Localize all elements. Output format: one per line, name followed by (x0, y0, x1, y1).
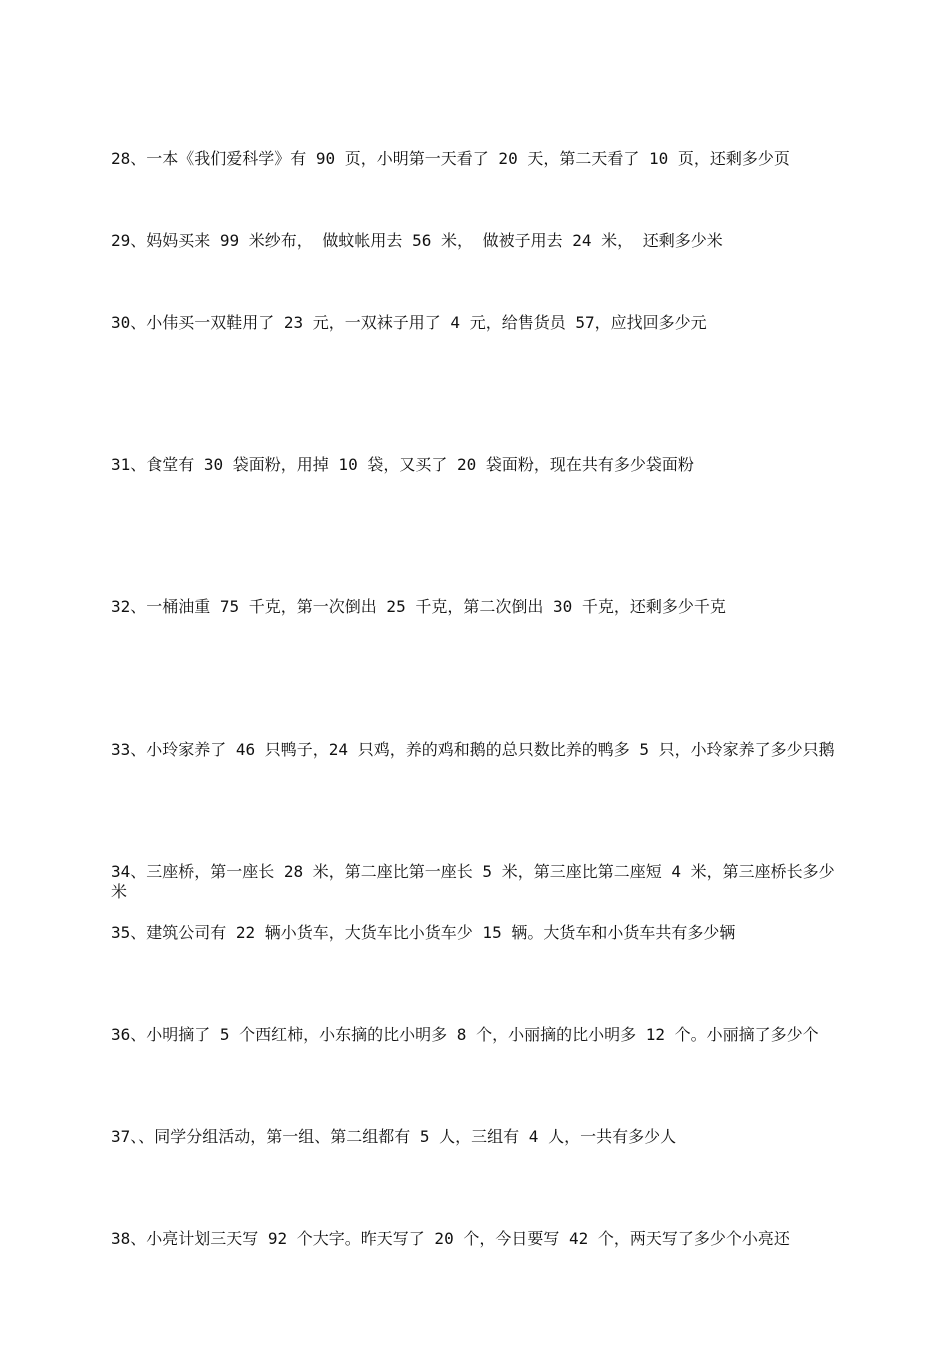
problem-32: 32、一桶油重 75 千克，第一次倒出 25 千克，第二次倒出 30 千克，还剩多少千克 (111, 597, 726, 616)
problem-35: 35、建筑公司有 22 辆小货车，大货车比小货车少 15 辆。大货车和小货车共有多少辆 (111, 923, 736, 942)
problem-30: 30、小伟买一双鞋用了 23 元，一双袜子用了 4 元，给售货员 57，应找回多少元 (111, 313, 707, 332)
problem-28: 28、一本《我们爱科学》有 90 页，小明第一天看了 20 天，第二天看了 10 页，还剩多少页 (111, 149, 790, 168)
problem-37: 37、、同学分组活动，第一组、第二组都有 5 人，三组有 4 人，一共有多少人 (111, 1127, 677, 1146)
problem-29: 29、妈妈买来 99 米纱布， 做蚊帐用去 56 米， 做被子用去 24 米， 还剩多少米 (111, 231, 723, 250)
problem-36: 36、小明摘了 5 个西红柿，小东摘的比小明多 8 个，小丽摘的比小明多 12 个。小丽摘了多少个 (111, 1025, 819, 1044)
problem-34: 34、三座桥，第一座长 28 米，第二座比第一座长 5 米，第三座比第二座短 4 米，第三座桥长多少米 (111, 862, 835, 901)
problem-33: 33、小玲家养了 46 只鸭子，24 只鸡，养的鸡和鹅的总只数比养的鸭多 5 只，小玲家养了多少只鹅 (111, 740, 835, 759)
problem-38: 38、小亮计划三天写 92 个大字。昨天写了 20 个，今日要写 42 个，两天写了多少个小亮还 (111, 1229, 790, 1248)
problem-31: 31、食堂有 30 袋面粉，用掉 10 袋，又买了 20 袋面粉，现在共有多少袋面粉 (111, 455, 694, 474)
